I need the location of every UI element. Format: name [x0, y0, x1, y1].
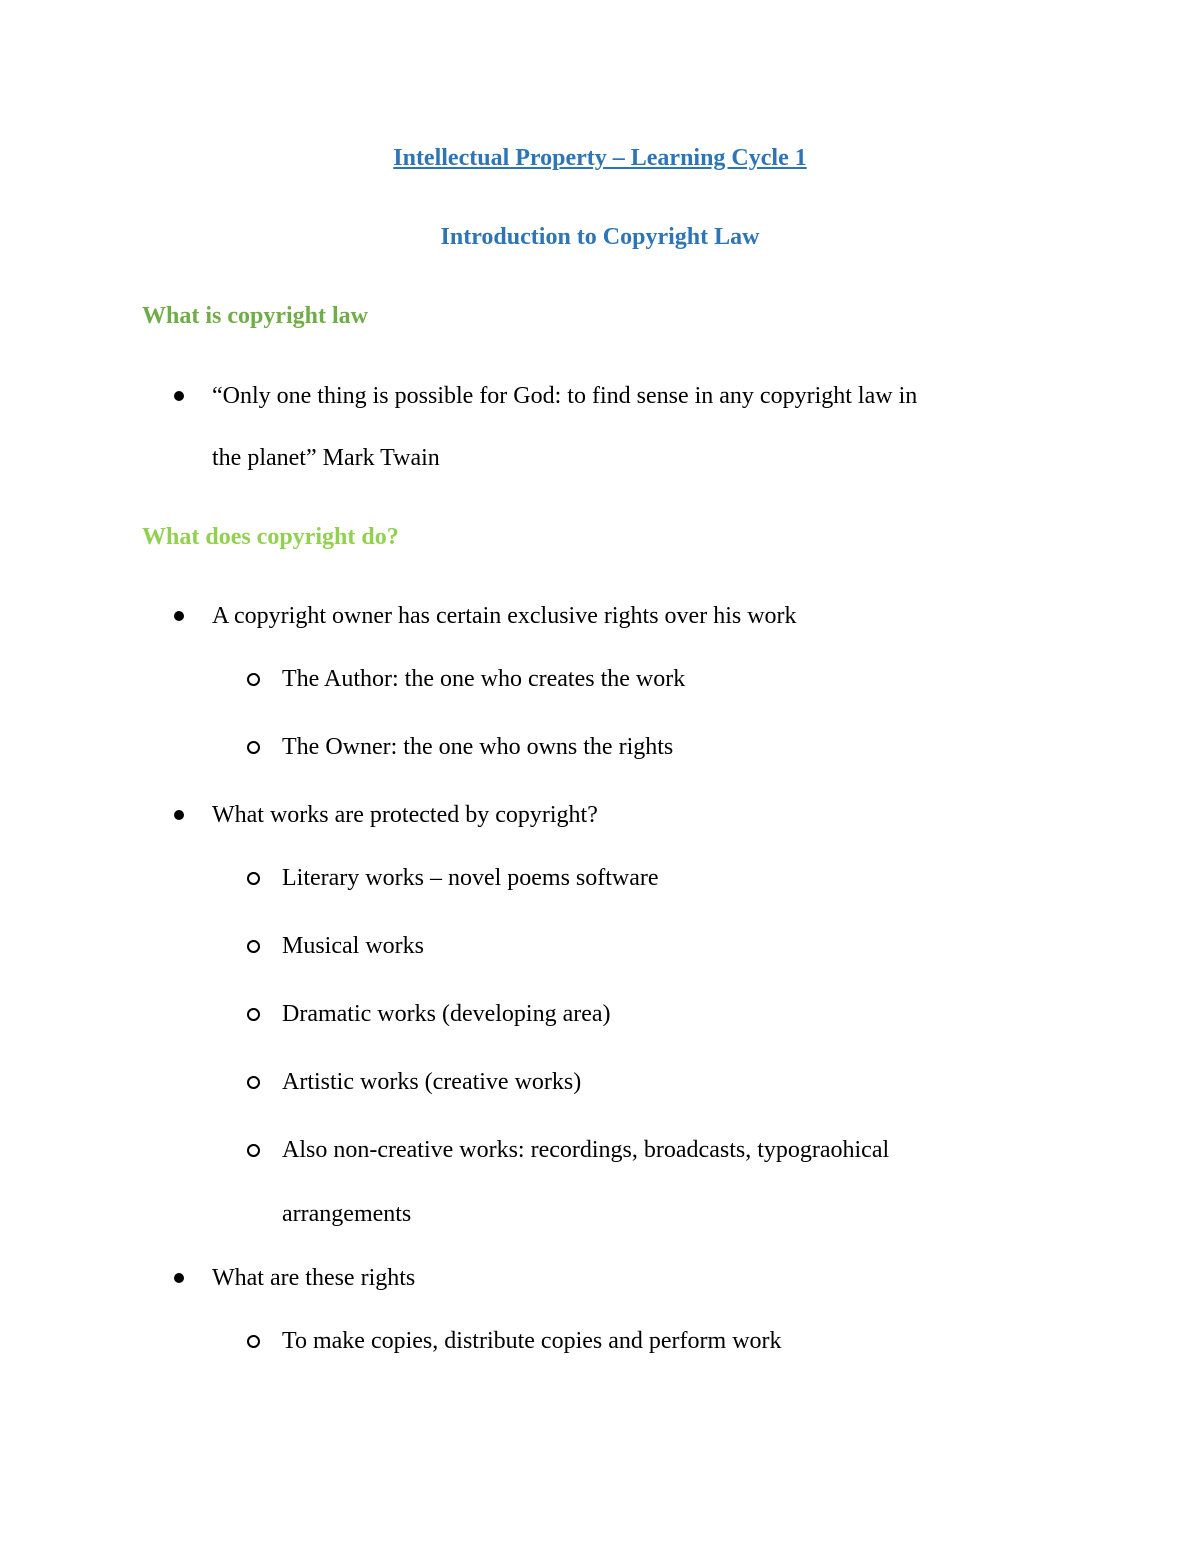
section-heading-what-is-copyright: What is copyright law: [142, 303, 369, 329]
bullet-icon: [174, 810, 184, 820]
section-heading-what-does-copyright-do: What does copyright do?: [142, 524, 399, 550]
sub-list-item: [0, 931, 1200, 961]
sub-bullet-icon: [247, 1076, 260, 1089]
list-item: [0, 601, 1200, 631]
sub-bullet-icon: [247, 940, 260, 953]
sub-list-item-text: Artistic works (creative works): [282, 1069, 582, 1095]
bullet-icon: [174, 1273, 184, 1283]
bullet-icon: [174, 611, 184, 621]
sub-bullet-icon: [247, 1144, 260, 1157]
sub-list-item-text: The Author: the one who creates the work: [282, 666, 686, 692]
list-item-text: What are these rights: [212, 1265, 416, 1291]
sub-list-item: [0, 732, 1200, 762]
sub-list-item: [0, 999, 1200, 1029]
sub-list-item: [0, 1326, 1200, 1356]
list-item: [0, 1263, 1200, 1293]
list-item-text: A copyright owner has certain exclusive rights over his work: [212, 603, 797, 629]
list-item: [0, 381, 1200, 411]
sub-list-item: [0, 664, 1200, 694]
sub-list-item-text: arrangements: [282, 1201, 412, 1227]
sub-list-item-continuation: [0, 1199, 1200, 1229]
list-item-text: the planet” Mark Twain: [212, 445, 440, 471]
sub-bullet-icon: [247, 673, 260, 686]
bullet-icon: [174, 391, 184, 401]
sub-list-item: [0, 1135, 1200, 1165]
list-item-text: “Only one thing is possible for God: to find sense in any copyright law in: [212, 383, 918, 409]
list-item-text: What works are protected by copyright?: [212, 802, 598, 828]
sub-list-item: [0, 1067, 1200, 1097]
sub-bullet-icon: [247, 1008, 260, 1021]
sub-bullet-icon: [247, 1335, 260, 1348]
document-subtitle: Introduction to Copyright Law: [440, 224, 760, 250]
sub-list-item-text: Musical works: [282, 933, 424, 959]
list-item: [0, 800, 1200, 830]
sub-bullet-icon: [247, 741, 260, 754]
document-title: Intellectual Property – Learning Cycle 1: [393, 145, 807, 171]
list-item-continuation: [0, 443, 1200, 473]
sub-bullet-icon: [247, 872, 260, 885]
sub-list-item: [0, 863, 1200, 893]
sub-list-item-text: Literary works – novel poems software: [282, 865, 659, 891]
sub-list-item-text: Also non-creative works: recordings, broadcasts, typograohical: [282, 1137, 890, 1163]
sub-list-item-text: To make copies, distribute copies and perform work: [282, 1328, 782, 1354]
sub-list-item-text: The Owner: the one who owns the rights: [282, 734, 674, 760]
sub-list-item-text: Dramatic works (developing area): [282, 1001, 611, 1027]
